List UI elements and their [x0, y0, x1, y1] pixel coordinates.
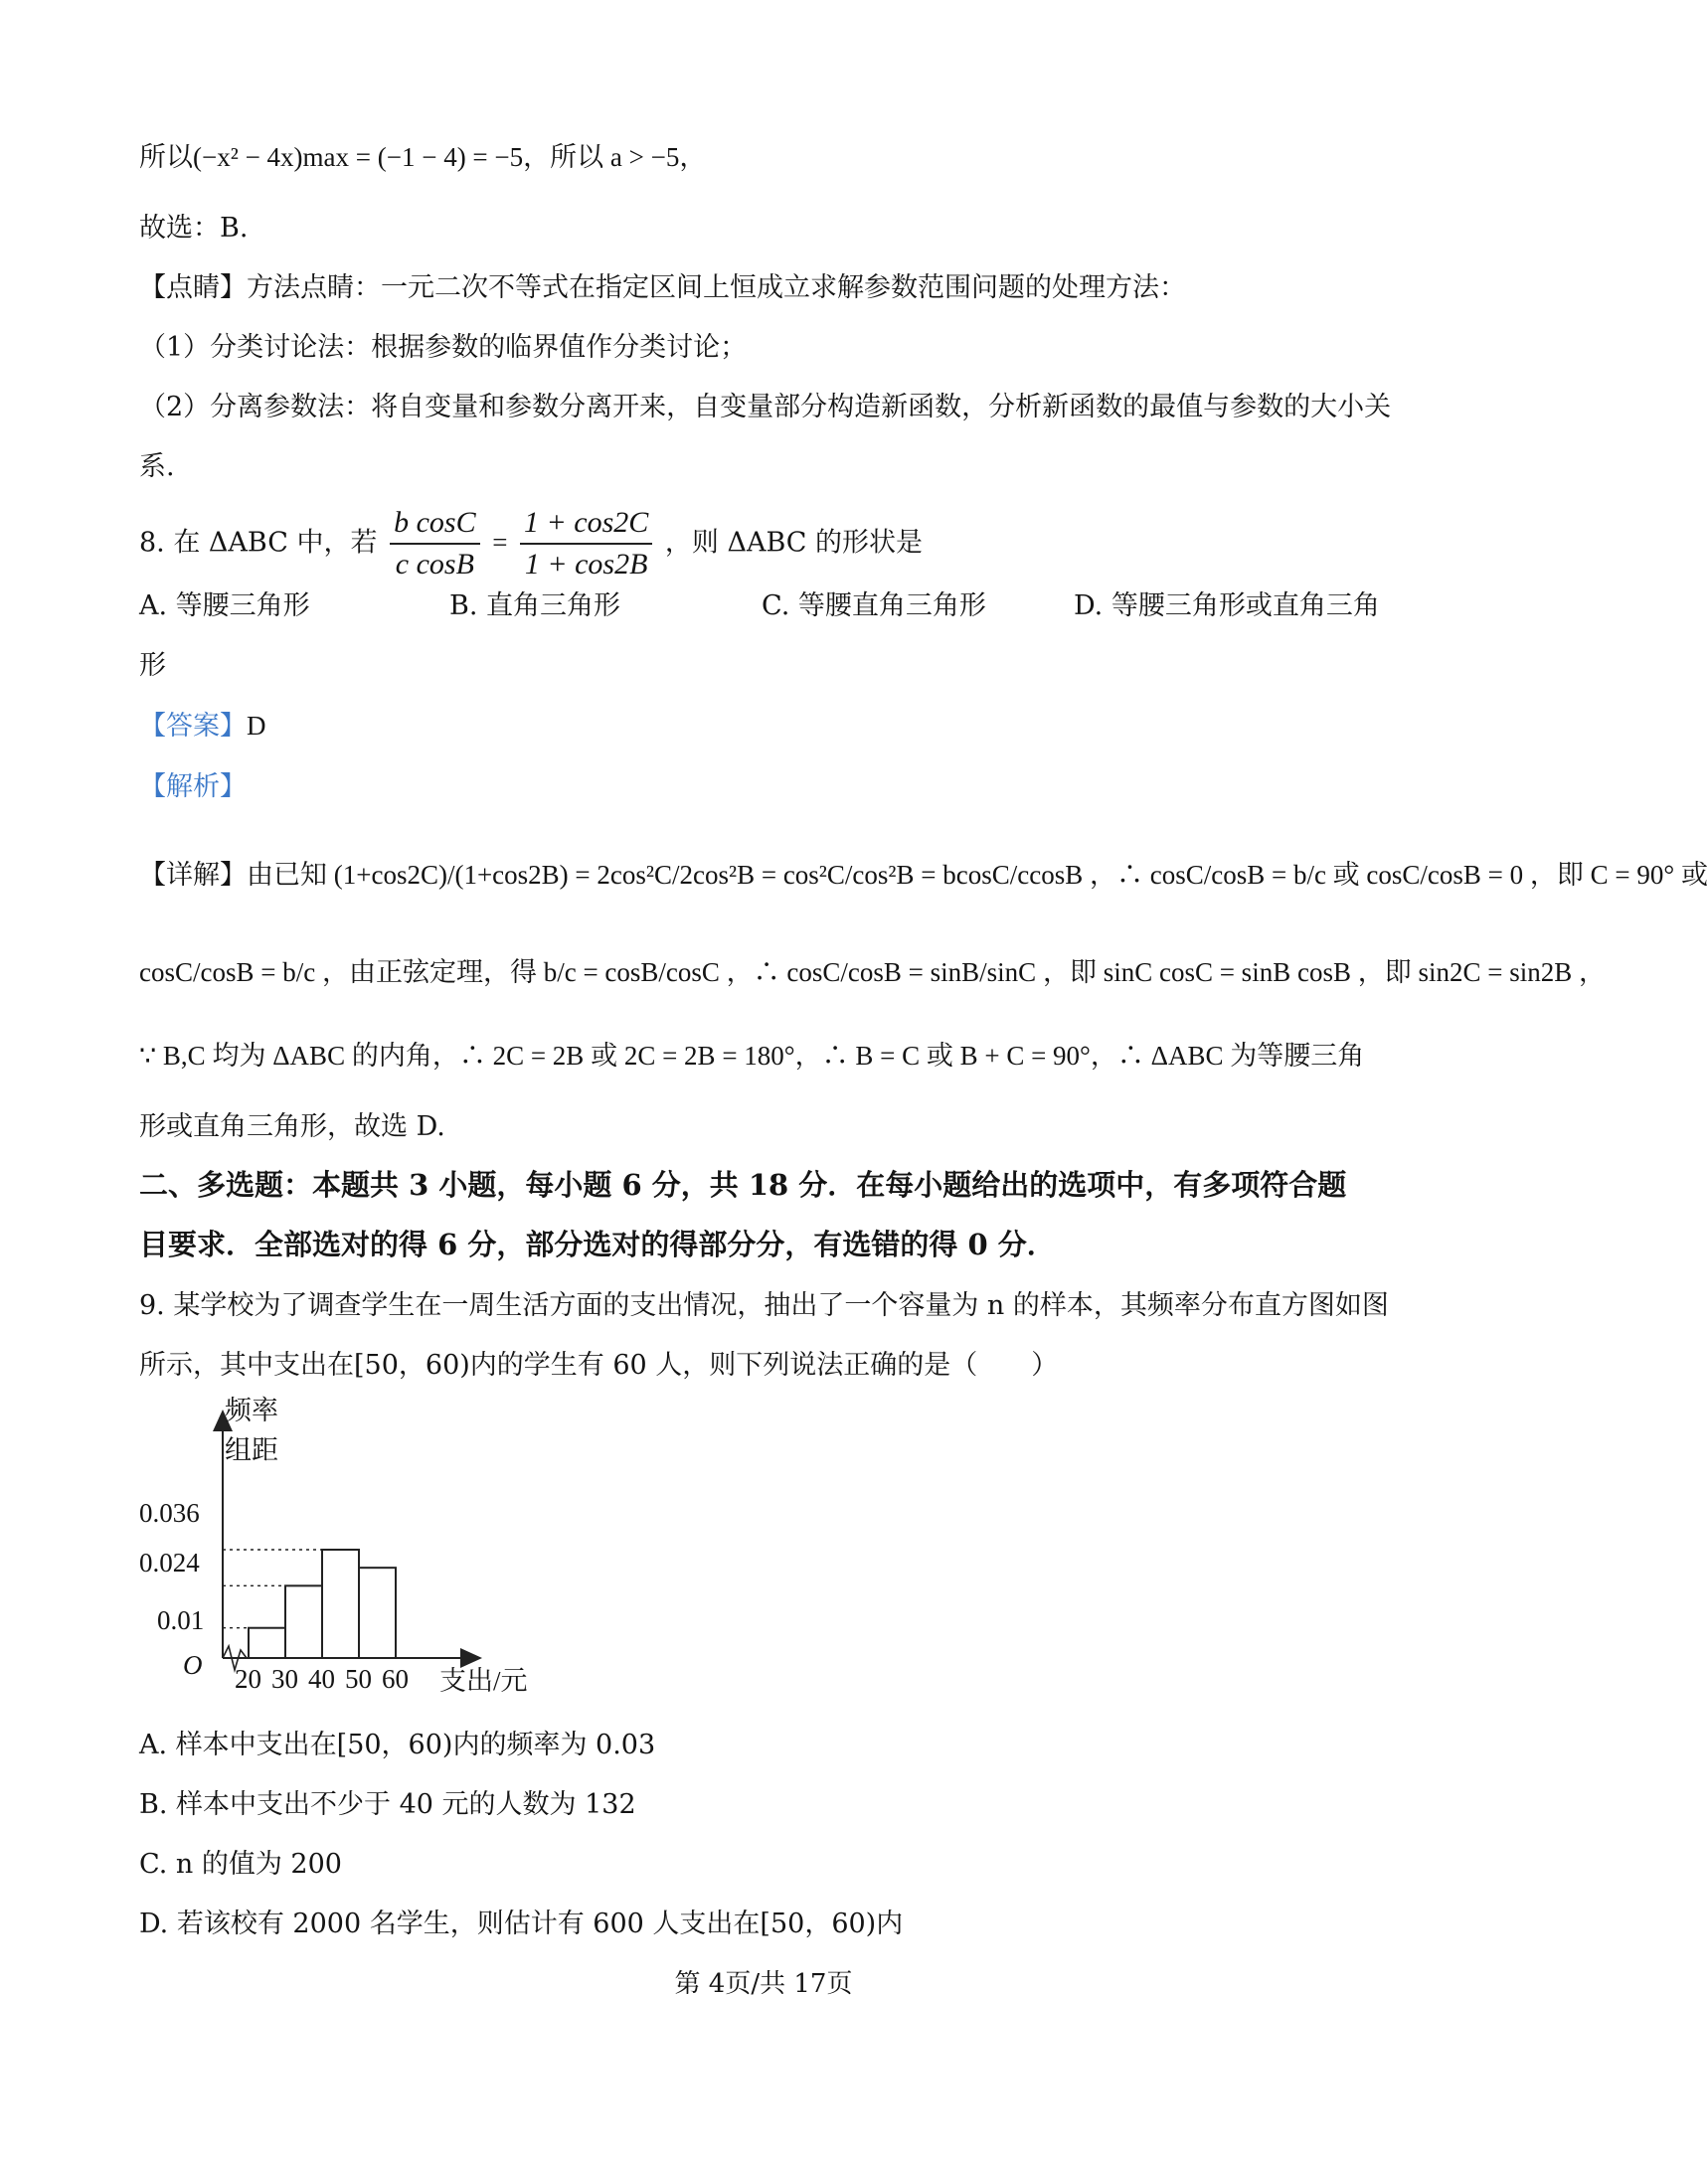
origin-label: O [183, 1650, 203, 1680]
x-tick-label-20: 20 [235, 1664, 261, 1694]
detail-text-1: 由已知 (1+cos2C)/(1+cos2B) = 2cos²C/2cos²B = cos²C/cos²B = bcosC/ccosB ，∴ cosC/cosB = b/c 或 cosC/cosB = 0 ，即 C = 90° 或 [247, 860, 1708, 890]
tip-label: 【点睛】 [139, 272, 247, 303]
q8-equals: = [492, 527, 508, 558]
page-footer: 第 4页/共 17页 [674, 1969, 853, 1999]
histogram-bar-30-40 [285, 1585, 322, 1658]
y-tick-label-0.01: 0.01 [157, 1605, 205, 1635]
x-axis-label: 支出/元 [439, 1666, 528, 1696]
q8-stem-prefix: 8. 在 ΔABC 中，若 [139, 527, 378, 559]
x-tick-label-50: 50 [345, 1664, 372, 1694]
x-tick-label-60: 60 [382, 1664, 409, 1694]
q9-stem-line2: 所示，其中支出在[50，60)内的学生有 60 人，则下列说法正确的是（ ） [139, 1350, 1059, 1381]
analysis-label: 【解析】 [139, 771, 247, 802]
tip-item-2: （2）分离参数法：将自变量和参数分离开来，自变量部分构造新函数，分析新函数的最值与参数的大小关 [139, 392, 1392, 422]
q8-frac-right-den: 1 + cos2B [524, 548, 648, 581]
q8-frac-left-den: c cosB [395, 548, 474, 581]
y-tick-label-0.036: 0.036 [139, 1498, 200, 1528]
q8-option-b: B. 直角三角形 [449, 590, 621, 621]
q8-option-a: A. 等腰三角形 [139, 590, 310, 621]
detail-line-1 [139, 855, 1708, 896]
section2-heading-line2: 目要求．全部选对的得 6 分，部分选对的得部分分，有选错的得 0 分． [139, 1228, 1056, 1261]
q8-fraction-left [390, 503, 480, 584]
q8-option-c: C. 等腰直角三角形 [762, 590, 986, 621]
x-tick-label-40: 40 [308, 1664, 335, 1694]
frequency-histogram [129, 1396, 577, 1700]
q9-stem-line1: 9. 某学校为了调查学生在一周生活方面的支出情况，抽出了一个容量为 n 的样本，其频率分布直方图如图 [139, 1290, 1389, 1321]
q9-option-d: D. 若该校有 2000 名学生，则估计有 600 人支出在[50，60)内 [139, 1909, 904, 1939]
tip-item-2-wrap: 系. [139, 451, 175, 482]
y-tick-label-0.024: 0.024 [139, 1548, 200, 1578]
q9-option-b: B. 样本中支出不少于 40 元的人数为 132 [139, 1789, 636, 1820]
q8-stem [139, 503, 923, 584]
detail-label: 【详解】 [139, 860, 247, 891]
tip-item-1: （1）分类讨论法：根据参数的临界值作分类讨论； [139, 332, 748, 363]
detail-line-2: cosC/cosB = b/c ，由正弦定理，得 b/c = cosB/cosC ，∴ cosC/cosB = sinB/sinC ，即 sinC cosC = sinB cosB ，即 sin2C = sin2B ， [139, 957, 1606, 987]
q7-answer-line: 故选：B. [139, 213, 249, 244]
detail-line-3: ∵ B,C 均为 ΔABC 的内角，∴ 2C = 2B 或 2C = 2B = 180°，∴ B = C 或 B + C = 90°，∴ ΔABC 为等腰三角 [139, 1041, 1365, 1071]
q8-answer-line [139, 706, 266, 747]
histogram-bar-20-30 [249, 1628, 285, 1658]
histogram-bar-50-60 [359, 1568, 396, 1658]
q7-conclusion-text: 所以(−x² − 4x)max = (−1 − 4) = −5，所以 a > −5， [139, 142, 707, 172]
tip-text: 方法点睛：一元二次不等式在指定区间上恒成立求解参数范围问题的处理方法： [247, 272, 1186, 303]
q8-stem-suffix: ，则 ΔABC 的形状是 [664, 527, 924, 559]
q8-frac-right-num: 1 + cos2C [520, 503, 652, 545]
histogram-bar-40-50 [322, 1550, 359, 1658]
detail-line-4: 形或直角三角形，故选 D. [139, 1111, 445, 1142]
answer-label: 【答案】 [139, 711, 247, 742]
section2-heading-line1: 二、多选题：本题共 3 小题，每小题 6 分，共 18 分．在每小题给出的选项中，有多项符合题 [139, 1168, 1347, 1202]
q7-conclusion-line [139, 137, 706, 178]
q7-tip-line [139, 268, 1186, 308]
q8-option-d-wrap: 形 [139, 650, 166, 681]
histogram-bars [249, 1550, 396, 1658]
q8-option-d: D. 等腰三角形或直角三角 [1074, 590, 1380, 621]
q8-frac-left-num: b cosC [390, 503, 480, 545]
q9-option-a: A. 样本中支出在[50，60)内的频率为 0.03 [139, 1730, 656, 1760]
q8-fraction-right [520, 503, 652, 584]
q9-option-c: C. n 的值为 200 [139, 1849, 342, 1880]
y-axis-label-bottom: 组距 [225, 1435, 278, 1465]
x-tick-label-30: 30 [271, 1664, 298, 1694]
answer-value: D [247, 711, 266, 741]
y-axis-label-top: 频率 [225, 1396, 278, 1425]
